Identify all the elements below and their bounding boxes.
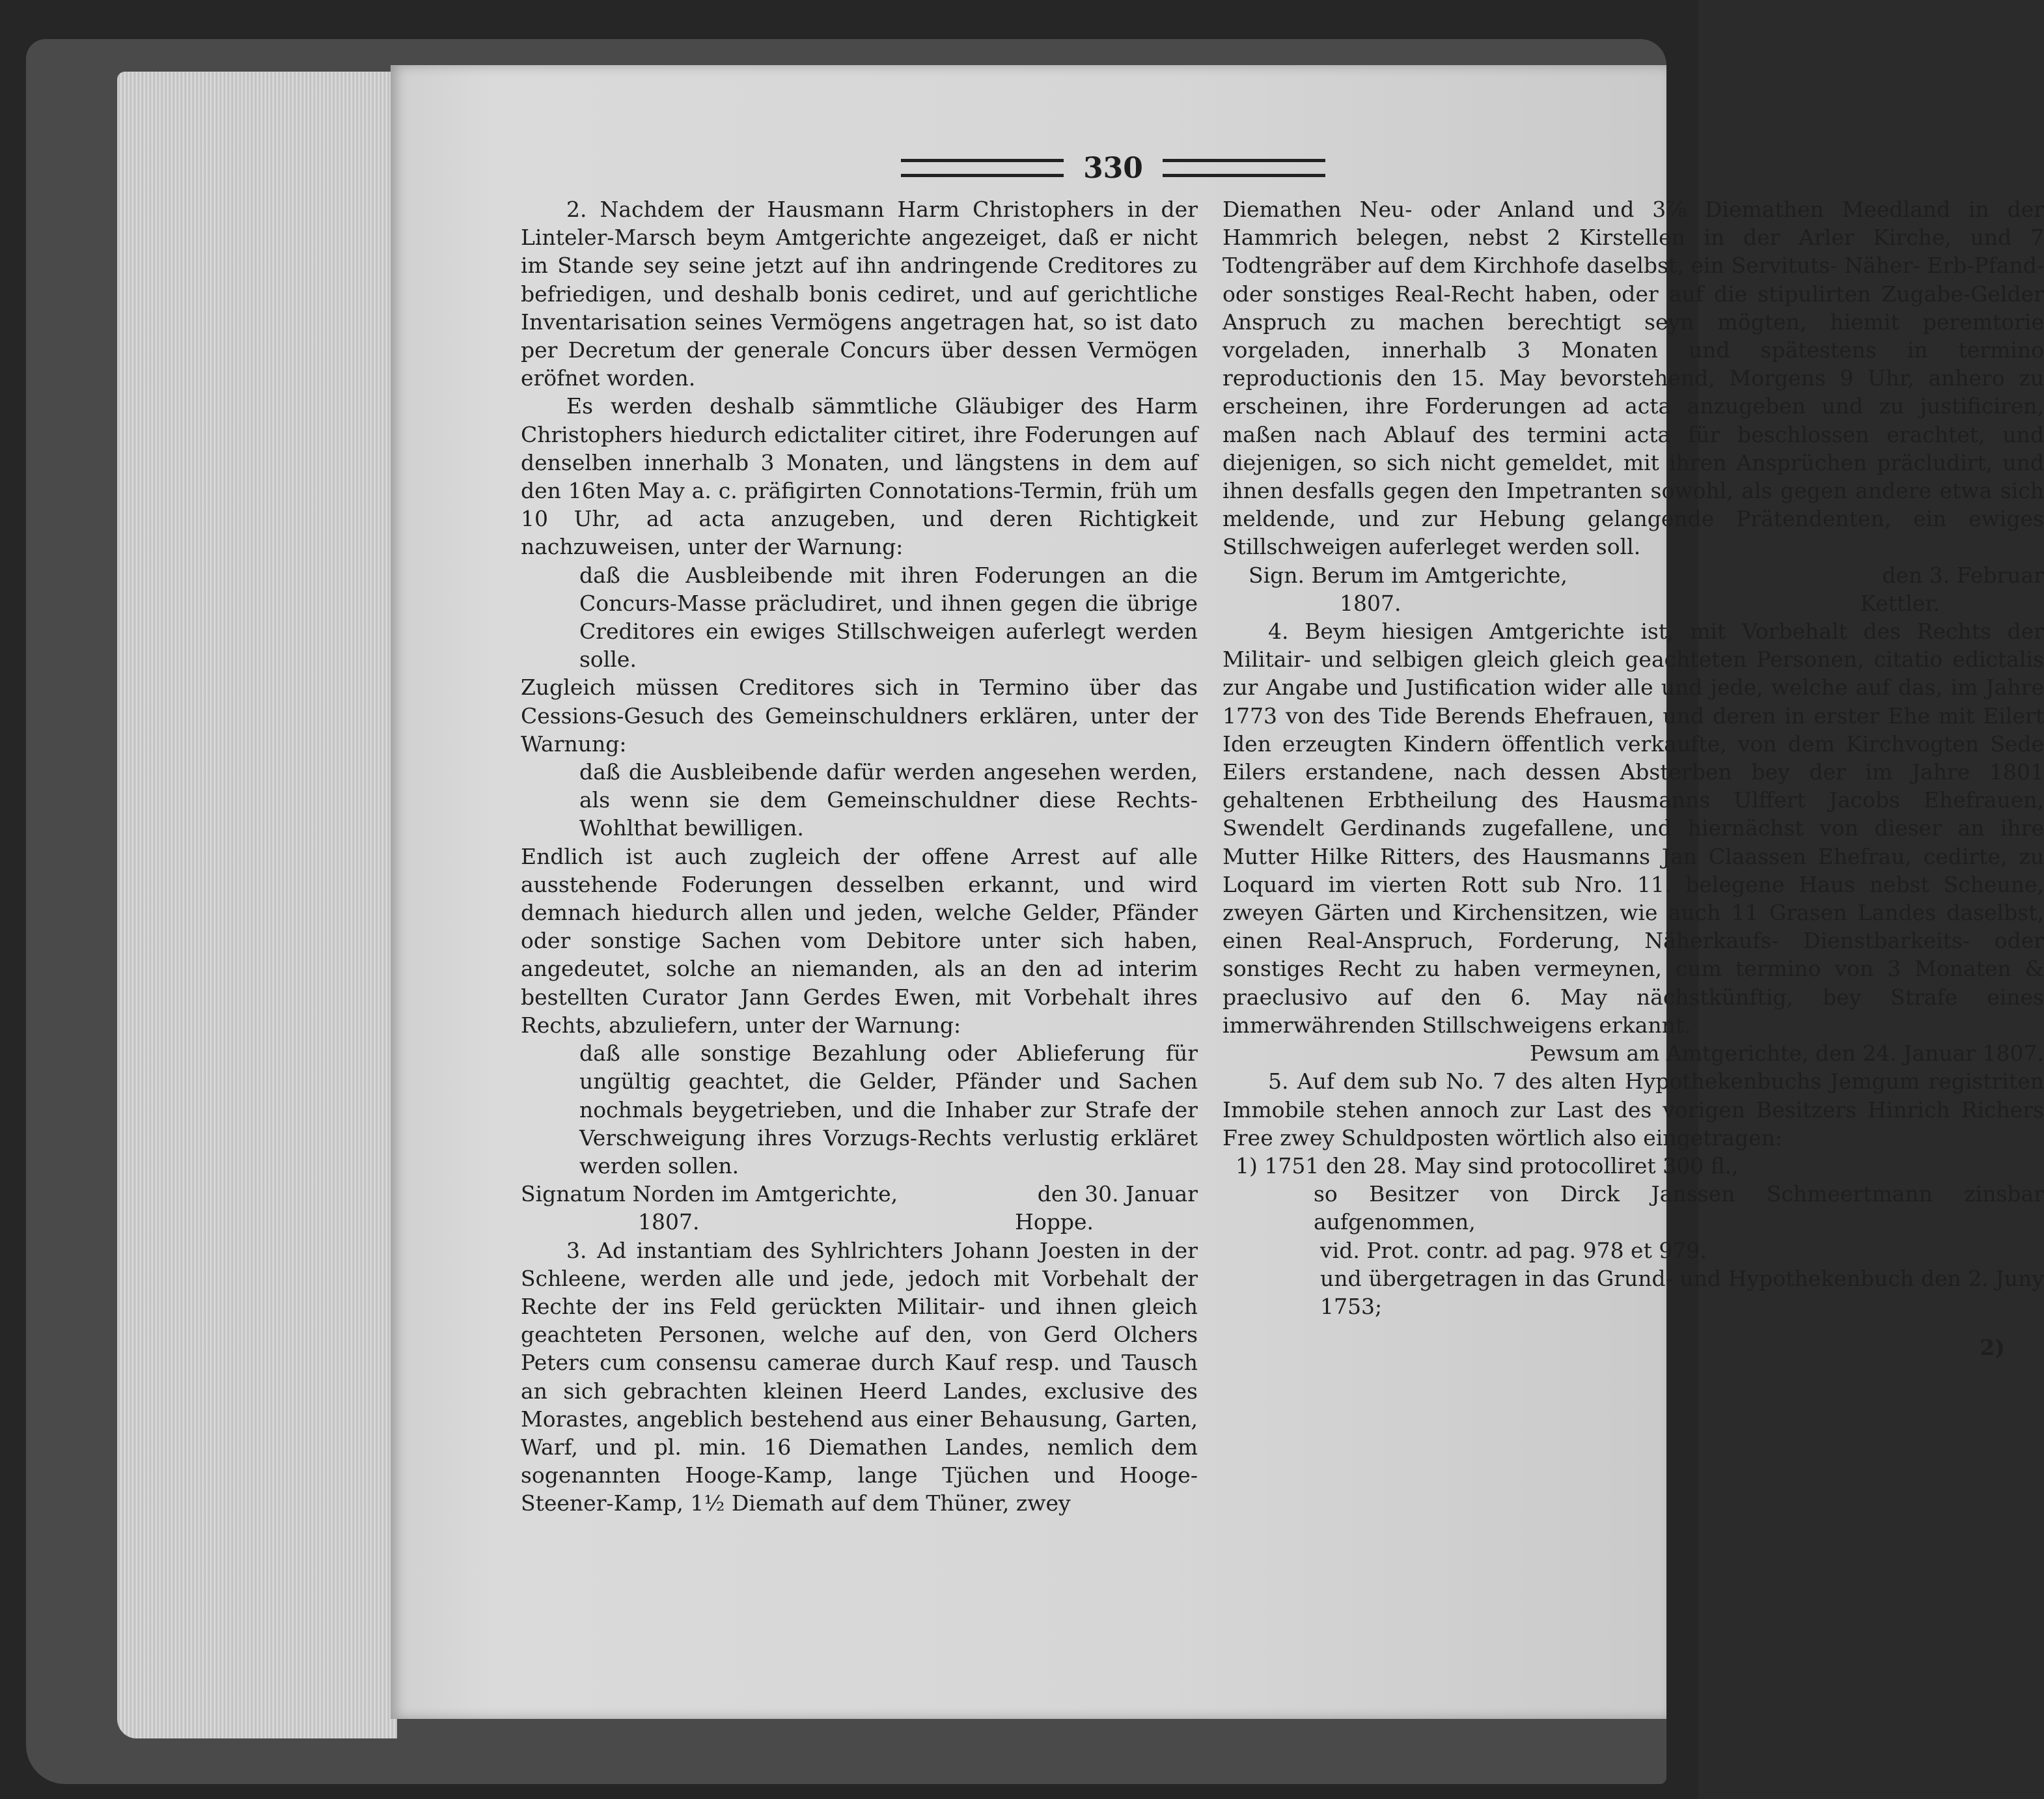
- signature-date: den 3. Februar: [1882, 562, 2044, 588]
- signature-place: Signatum Norden im Amtgerichte,: [521, 1181, 898, 1207]
- notice-2-arrest: Endlich ist auch zugleich der offene Arrest auf alle ausstehende Foderungen desselben erkannt, und wird demnach hiedurch allen und jeden, welche Gelder, Pfänder oder sonstige Sachen vom Debitore unter sich haben, angedeutet, solche an niemanden, als an den ad interim bestellten Curator Jann Gerdes Ewen, mit Vorbehalt ihres Rechts, abzuliefern, unter der Warnung:: [521, 843, 1198, 1038]
- signature-place: Sign. Berum im Amtgerichte,: [1249, 562, 1568, 588]
- signature-name: Hoppe.: [1015, 1209, 1094, 1235]
- signature-year: 1807.: [1340, 590, 1402, 616]
- entry-1-reference: vid. Prot. contr. ad pag. 978 et 979.: [1320, 1237, 1707, 1263]
- header-rule-right: [1163, 159, 1325, 177]
- right-column: [1222, 195, 2044, 1361]
- signature-name-line-2: [1222, 589, 2044, 617]
- notice-2-citation: Es werden deshalb sämmtliche Gläubiger des Harm Christophers hiedurch edictaliter citiret, ihre Foderungen auf denselben innerhalb 3 Monaten, und längstens in dem auf den 16ten May a. c. präfigirten Connotations-Termin, früh um 10 Uhr, ad acta anzugeben, und deren Richtigkeit nachzuweisen, unter der Warnung:: [521, 393, 1198, 560]
- page-edges: [117, 72, 397, 1738]
- signature-name-line-1: [521, 1208, 1198, 1236]
- signature-line-2: [1222, 561, 2044, 589]
- signature-line-1: [521, 1180, 1198, 1208]
- page-header: [898, 148, 1328, 188]
- notice-3-continuation: Diemathen Neu- oder Anland und 3⅞ Diemathen Meedland in der Hammrich belegen, nebst 2 Kirstellen in der Arler Kirche, und 7 Todtengräber auf dem Kirchhofe daselbst, ein Servituts- Näher- Erb-Pfand- oder sonstiges Real-Recht haben, oder auf die stipulirten Zugabe-Gelder Anspruch zu machen berechtigt seyn mögten, hiemit peremtorie vorgeladen, innerhalb 3 Monaten und spätestens in termino reproductionis den 15. May bevorstehend, Morgens 9 Uhr, anhero zu erscheinen, ihre Forderungen ad acta anzugeben und zu justificiren, maßen nach Ablauf des termini acta für beschlossen erachtet, und diejenigen, so sich nicht gemeldet, mit ihren Ansprüchen präcludirt, und ihnen desfalls gegen den Impetranten sowohl, als gegen andere etwa sich meldende, und zur Hebung gelangende Prätendenten, ein ewiges Stillschweigen auferleget werden soll.: [1222, 197, 2044, 560]
- left-column: [521, 195, 1198, 1518]
- notice-2-paragraph: 2. Nachdem der Hausmann Harm Christophers in der Linteler-Marsch beym Amtgerichte angezeiget, daß er nicht im Stande sey seine jetzt auf ihn andringende Creditores zu befriedigen, und deshalb bonis cediret, und auf gerichtliche Inventarisation seines Vermögens angetragen hat, so ist dato per Decretum der generale Concurs über dessen Vermögen eröfnet worden.: [521, 197, 1198, 391]
- warning-3: daß alle sonstige Bezahlung oder Ablieferung für ungültig geachtet, die Gelder, Pfänder und Sachen nochmals beygetrieben, und die Inhaber zur Strafe der Verschweigung ihres Vorzugs-Rechts verlustig erkläret werden sollen.: [579, 1040, 1198, 1178]
- entry-1-detail: so Besitzer von Dirck Janssen Schmeertmann zinsbar aufgenommen,: [1314, 1181, 2044, 1235]
- signature-line-3: Pewsum am Amtgerichte, den 24. Januar 1807.: [1530, 1040, 2044, 1067]
- warning-1: daß die Ausbleibende mit ihren Foderungen an die Concurs-Masse präcludiret, und ihnen gegen die übrige Creditores ein ewiges Stillschweigen auferlegt werden solle.: [579, 562, 1198, 673]
- entry-1-transfer: und übergetragen in das Grund- und Hypothekenbuch den 2. Juny 1753;: [1320, 1265, 2044, 1319]
- notice-2-cession: Zugleich müssen Creditores sich in Termino über das Cessions-Gesuch des Gemeinschuldners erklären, unter der Warnung:: [521, 675, 1198, 757]
- warning-2: daß die Ausbleibende dafür werden angesehen werden, als wenn sie dem Gemeinschuldner diese Rechts-Wohlthat bewilligen.: [579, 759, 1198, 841]
- header-rule-left: [901, 159, 1064, 177]
- signature-year: 1807.: [638, 1209, 700, 1235]
- notice-4-paragraph: 4. Beym hiesigen Amtgerichte ist, mit Vorbehalt des Rechts der Militair- und selbigen gleich gleich geachteten Personen, citatio edictalis zur Angabe und Justification wider alle und jede, welche auf das, im Jahre 1773 von des Tide Berends Ehefrauen, und deren in erster Ehe mit Eilert Iden erzeugten Kindern öffentlich verkaufte, von dem Kirchvogten Sede Eilers erstandene, nach dessen Absterben bey der im Jahre 1801 gehaltenen Erbtheilung des Hausmanns Ulffert Jacobs Ehefrauen, Swendelt Gerdinands zugefallene, und hiernächst von dieser an ihre Mutter Hilke Ritters, des Hausmanns Jan Claassen Ehefrau, cedirte, zu Loquard im vierten Rott sub Nro. 11. belegene Haus nebst Scheune, zweyen Gärten und Kirchensitzen, wie auch 11 Grasen Landes daselbst, einen Real-Anspruch, Forderung, Näherkaufs- Dienstbarkeits- oder sonstiges Recht zu haben vermeynen, cum termino von 3 Monaten & praeclusivo auf den 6. May nächstkünftig, bey Strafe eines immerwährenden Stillschweigens erkannt.: [1222, 619, 2044, 1038]
- entry-1: 1) 1751 den 28. May sind protocolliret 300 fl.,: [1236, 1152, 1739, 1178]
- signature-date: den 30. Januar: [1037, 1181, 1198, 1207]
- catchword: 2): [1980, 1335, 2005, 1361]
- signature-name: Kettler.: [1860, 590, 1940, 616]
- notice-3-paragraph: 3. Ad instantiam des Syhlrichters Johann Joesten in der Schleene, werden alle und jede, jedoch mit Vorbehalt der Rechte der ins Feld gerückten Militair- und ihnen gleich geachteten Personen, welche auf den, von Gerd Olchers Peters cum consensu camerae durch Kauf resp. und Tausch an sich gebrachten kleinen Heerd Landes, exclusive des Morastes, angeblich bestehend aus einer Behausung, Garten, Warf, und pl. min. 16 Diemathen Landes, nemlich dem sogenannten Hooge-Kamp, lange Tjüchen und Hooge-Steener-Kamp, 1½ Diemath auf dem Thüner, zwey: [521, 1237, 1198, 1516]
- page-number: 330: [1083, 151, 1143, 185]
- book-page: [391, 65, 2044, 1719]
- notice-5-paragraph: 5. Auf dem sub No. 7 des alten Hypothekenbuchs Jemgum registriten Immobile stehen annoch zur Last des vorigen Besitzers Hinrich Richers Free zwey Schuldposten wörtlich also eingetragen:: [1222, 1068, 2044, 1151]
